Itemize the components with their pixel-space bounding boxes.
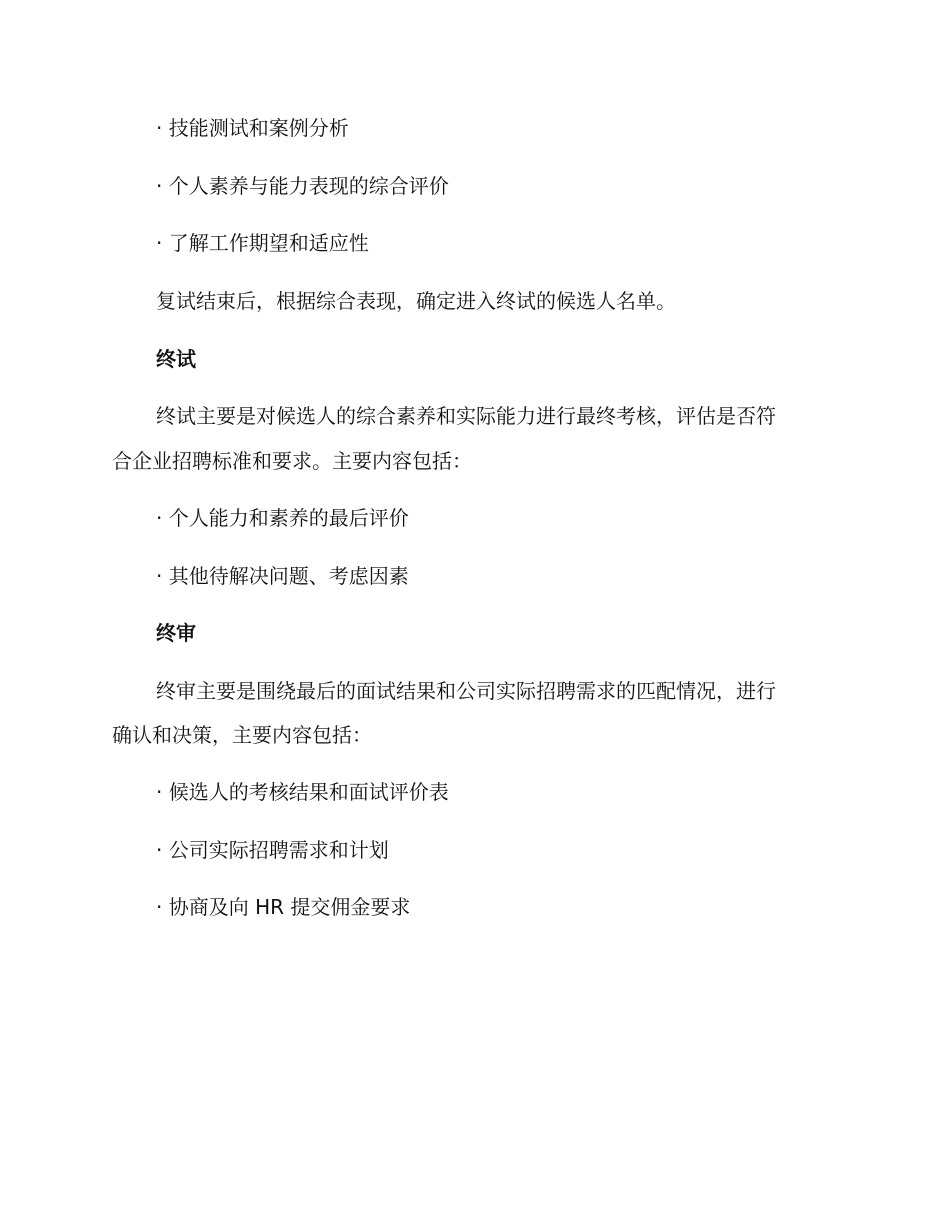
list-item: · 个人素养与能力表现的综合评价 [156,174,449,198]
paragraph-line: 确认和决策，主要内容包括： [112,723,372,747]
list-item: · 个人能力和素养的最后评价 [156,506,409,530]
list-item: · 公司实际招聘需求和计划 [156,838,389,862]
list-item: · 候选人的考核结果和面试评价表 [156,780,449,804]
section-heading-final-review: 终审 [156,621,196,645]
list-item: · 了解工作期望和适应性 [156,231,369,255]
paragraph: 复试结束后，根据综合表现，确定进入终试的候选人名单。 [156,289,676,313]
list-item: · 其他待解决问题、考虑因素 [156,564,409,588]
list-item: · 技能测试和案例分析 [156,116,349,140]
paragraph-line: 终审主要是围绕最后的面试结果和公司实际招聘需求的匹配情况，进行 [156,679,776,703]
list-item: · 协商及向 HR 提交佣金要求 [156,895,411,919]
paragraph-line: 终试主要是对候选人的综合素养和实际能力进行最终考核，评估是否符 [156,404,776,428]
paragraph-line: 合企业招聘标准和要求。主要内容包括： [112,449,472,473]
section-heading-final-interview: 终试 [156,347,196,371]
